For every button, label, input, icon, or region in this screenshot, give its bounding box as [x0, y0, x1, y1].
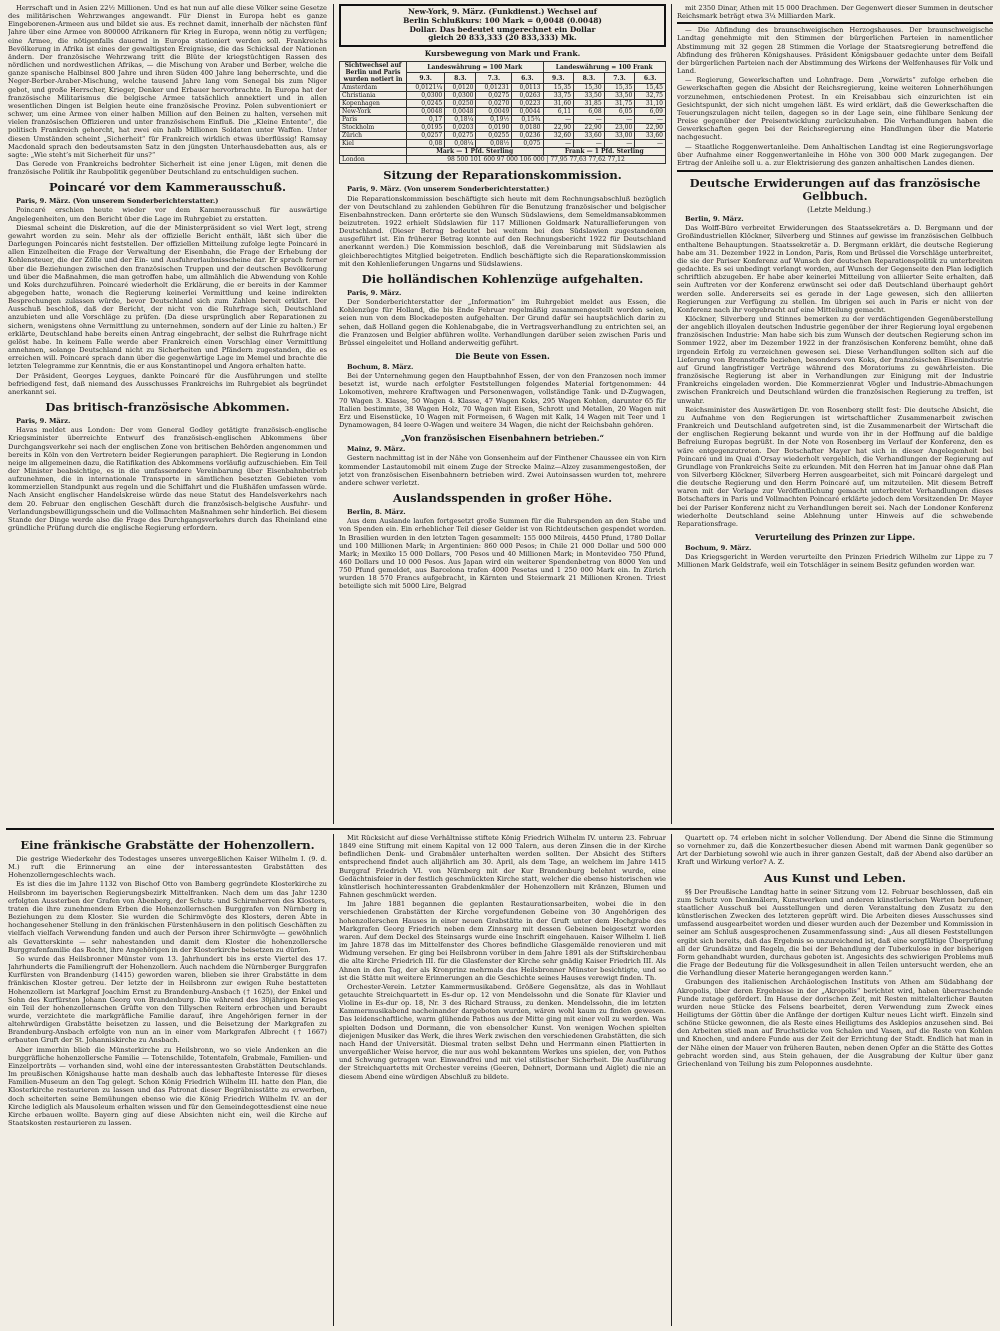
article-grabstaette-cont: [339, 834, 666, 1081]
paragraph: Das Kriegsgericht in Werden verurteilte den Prinzen Friedrich Wilhelm zur Lippe zu 7 Millionen Mark Geldstrafe, weil ein Totschläger in seinem Besitz gefunden worden war.: [677, 553, 993, 570]
short-news: [677, 26, 993, 167]
rates-cell: 0,19½: [476, 116, 512, 124]
column-rule: [671, 4, 672, 824]
dateline-britfr: Paris, 9. März.: [16, 417, 71, 426]
rates-cell: —: [635, 116, 666, 124]
rates-title: Kursbewegung von Mark und Frank.: [424, 49, 581, 59]
rates-cell: 33,75: [543, 92, 574, 100]
headline-grabstaette: Eine fränkische Grabstätte der Hohenzollern.: [20, 838, 315, 852]
rates-cell: 15,35: [543, 84, 574, 92]
section-rule: [677, 170, 993, 172]
rates-cell: 0,0275: [445, 132, 476, 140]
rates-cell: 31,60: [543, 100, 574, 108]
rates-place: Stockholm: [340, 124, 407, 132]
paragraph: mit 2350 Dinar, Athen mit 15 000 Drachmen. Der Gegenwert dieser Summen in deutscher Reichsmark beträgt etwa 3¼ Milliarden Mark.: [677, 4, 993, 21]
paragraph: Grabungen des italienischen Archäologischen Instituts von Athen am Südabhang der Akropolis, über deren Ergebnisse in der „Akropolis“ berichtet wird, haben überraschende Funde zutage gefördert. Im Hause der dorischen Zeit, mit Resten mittelalterlicher Bauten wurden neue Stücke des Felsens bearbeitet, deren Verwendung zum Zweck eines Heiligtums der Göttin über die Anfänge der dortigen Kultur neues Licht wirft. Einzeln sind schöne Stücke gewonnen, die als Reste eines Heiligtums des Asklepios anzusehen sind. Bei den Arbeiten stieß man auf Bruchstücke von Schalen und Vasen, auf die Reste von Kohlen und Knochen, und andere Funde aus der Zeit der Errichtung der Stadt. Endlich hat man in der Nähe einen der Mauer von früheren Bauten, neben denen Opfer an die Stätte des Gottes gebracht worden sind, aus Stein gehauen, der die Ausgrabung der Kultur über ganz Griechenland von Teilung bis zum Peloponnes ausdehnte.: [677, 978, 993, 1068]
rates-row: [340, 100, 666, 108]
rates-place: Christiania: [340, 92, 407, 100]
rates-cell: —: [574, 140, 605, 148]
paragraph: Poincaré erschien heute wieder vor dem Kammerausschuß für auswärtige Angelegenheiten, um den Bericht über die Lage im Ruhrgebiet zu erstatten.: [8, 206, 327, 223]
headline-kohlenzuege: Die holländischen Kohlenzüge aufgehalten.: [361, 271, 644, 286]
rates-date: 7.3.: [604, 73, 635, 84]
rates-place: New-York: [340, 108, 407, 116]
headline-lippe: Verurteilung des Prinzen zur Lippe.: [754, 532, 916, 543]
rates-cell: 33,50: [604, 92, 635, 100]
rates-cell: 15,35: [604, 84, 635, 92]
dateline-reparation: Paris, 9. März. (Von unserem Sonderberichterstatter.): [347, 185, 550, 194]
rates-date: 6.3.: [512, 73, 543, 84]
rates-head-left: Sichtwechsel auf Berlin und Paris wurden notiert in: [340, 62, 407, 84]
article-eisenbahner: [339, 454, 666, 487]
paragraph: Quartett op. 74 erleben nicht in solcher Vollendung. Der Abend die Sinne die Stimmung so vornehmer zu, daß die Konzertbesucher diesen Abend mit warmen Dank gegenüber so Art der Darbietung sowohl wie auch in ihrer ganzen Gestalt, daß der Abend also darüber an Kraft und Wirkung verlor? A. Z.: [677, 834, 993, 867]
rates-row: [340, 92, 666, 100]
paragraph: Aber immerhin blieb die Münsterkirche zu Heilsbronn, wo so viele Andenken an die burggräfliche hohenzollersche Familie — Totenschilde, Totentafeln, Grabmale, Familien- und Einzelporträts — vorhanden sind, wohl eine der interessantesten Grabstätten Deutschlands. Im preußischen Königshause hatte man deshalb auch das lebhafteste Interesse für dieses Familien-Museum an den Tag gelegt. Schon König Friedrich Wilhelm III. hatte den Plan, die Klosterkirche restaurieren zu lassen und das Patronat dieser Begräbnisstätte zu erwerben, doch scheiterten seine Bemühungen ebenso wie die König Friedrich Wilhelm IV. an der Kirche lediglich als Mausoleum erhalten wissen und für den Gemeindegottesdienst eine neue Kirche erbauen wollte. Bayern ging auf diese Absichten nicht ein, weil die Kirche auf Staatskosten restaurieren zu lassen.: [8, 1045, 327, 1127]
rates-cell: 0,0180: [512, 124, 543, 132]
rates-cell: —: [604, 116, 635, 124]
section-rule: [677, 22, 993, 24]
rates-cell: 31,85: [574, 100, 605, 108]
paragraph: Orchester-Verein. Letzter Kammermusikabend. Größere Gegensätze, als das in Wohllaut getauchte Streichquartett in Es-dur op. 12 von Mendelssohn und die Sonate für Klavier und Violine in Es-dur op. 18, Nr. 3 des Richard Strauss, zu denken. Mendelssohn, die im letzten Kammermusikabend nacheinander dargeboten wurden, wären wohl kaum zu finden gewesen. Das leidenschaftliche, warm glühende Pathos aus der Mitte ging mit einer voll zu werden. Was spielten Dodson und Dormann, die von ebensolcher Kunst. Von wenigen Wochen spielten diejenigen Musiker das Werk, die ihres Werk zwischen den verschiedenen Grabstätten, die sich nach Hand der Universität. Diesmal traten selbst Dehn und Herrmann einen Plattierten in unvergeßlicher Weise hervor, die nur aus wohl bekanntem Werkes uns spielen, der, von Pathos und Schwung getragen war. Einwandfrei und mit viel stilistischer Sicherheit. Die Ausführung der Streichquartetts mit Orchester vereins (Geeren, Dehnert, Dormann und Aiglet) die nie an diesem Abend eine würdigen Abschluß zu bildete.: [339, 982, 666, 1081]
rates-place: Zürich: [340, 132, 407, 140]
paragraph: So wurde das Heilsbronner Münster vom 13. Jahrhundert bis ins erste Viertel des 17. Jahrhunderts die Familiengruft der Hohenzollern. Auch nachdem die Nürnberger Burggrafen Kurfürsten von Brandenburg (1415) geworden waren, blieben sie ihrer Grabstätte in dem fränkischen Kloster getreu. Der letzte der in Heilsbronn zur ewigen Ruhe bestatteten Hohenzollern ist Markgraf Joachim Ernst zu Brandenburg-Ansbach († 1625), der Enkel und Sohn des Kurfürsten Johann Georg von Brandenburg. Die während des 30jährigen Krieges ein Teil der hohenzollernschen Grüfte von den Tillyschen Reitern erbrochen und beraubt wurde, verzichtete die markgräfliche Familie darauf, ihre Angehörigen ferner in der altehrwürdigen Grabstätte beisetzen zu lassen, und die Beisetzung der Markgrafen zu Brandenburg-Ansbach erfolgte von nun an in einer vom Markgrafen Albrecht († 1667) erbauten Gruft der St. Johanniskirche zu Ansbach.: [8, 954, 327, 1045]
column-bottom-3: [677, 834, 993, 1326]
dateline-auslandsspenden: Berlin, 8. März.: [347, 508, 406, 517]
article-beute: [339, 372, 666, 429]
article-lippe: [677, 553, 993, 569]
headline-poincare: Poincaré vor dem Kammerausschuß.: [49, 180, 286, 195]
rates-cell: 32,75: [635, 92, 666, 100]
rates-cell: 22,90: [543, 124, 574, 132]
rates-footer-left: Mark — 1 Pfd. Sterling: [407, 148, 544, 156]
rates-row: [340, 124, 666, 132]
article-poincare: [8, 206, 327, 396]
rates-cell: 0,0121¼: [407, 84, 445, 92]
rates-cell: 31,75: [604, 100, 635, 108]
intro-article: [8, 4, 327, 176]
paragraph: Reichsminister des Auswärtigen Dr. von Rosenberg stellt fest: Die deutsche Absicht, die zu Aufnahme von den Regierungen ist wirtschaftlicher Zusammenarbeit zwischen Frankreich und Deutschland aufgetreten sind, ist die Zusammenarbeit der Wirtschaft die der englischen Regierung bekannt und wurde von ihr in der Hoffnung auf die baldige Befreiung Europas begrüßt. In der Note von Rosenberg im Verlauf der Konferenz, den es wäre entgegenzutreten. Der Botschafter Mayer hat sich in dieser Angelegenheit bei Poincaré und im Quai d'Orsay wiederholt vergeblich, die Verhandlungen der Regierung auf Grundlage von Frankreichs Seite zu erkunden. Mit den Herren hat im Januar ohne daß Plan von Silverberg Klöckner, Silverberg Herren ausgearbeitet, sich mit Poincaré dargelegt und die deutsche Regierung und den Herrn Poincaré auf, um mitzuteilen. Mit diesem Betreff waren mit der Vorlage zur Veröffentlichung gemacht unterbreitet Verhandlungen dieses Botschafters in Paris und Vollmachten Poincaré erklärte jedoch dem Vorsitzenden Dr. Mayer bei der Pariser Konferenz nicht zu Verhandlungen bereit sei. Nach der Londoner Konferenz wiederholte Deutschland seine Ablehnung unter Hinweis auf die schwebende Reparationsfrage.: [677, 405, 993, 528]
dateline-gelbbuch: Berlin, 9. März.: [685, 215, 744, 224]
column-top-1: [8, 4, 327, 824]
column-bottom-2: [339, 834, 666, 1326]
rates-cell: —: [543, 140, 574, 148]
rates-head-right: Landeswährung = 100 Frank: [543, 62, 666, 73]
rates-cell: 15,45: [635, 84, 666, 92]
rates-cell: 33,60: [635, 132, 666, 140]
exchange-line: Dollar. Das bedeutet umgerechnet ein Dollar: [409, 24, 596, 34]
headline-eisenbahner: „Von französischen Eisenbahnern betrieben.“: [400, 433, 605, 444]
paragraph: Aus dem Auslande laufen fortgesetzt große Summen für die Ruhrspenden an den Stabe und von Spenden ein. Ein erheblicher Teil dieser Gelder ist von Richtdeutschen gespendet worden. In Brasilien wurden in den letzten Tagen gesammelt: 155 000 Milreis, 4450 Pfund, 1780 Dollar und 100 Millionen Mark; in Argentinien: 860 000 Pesos; in Chile 21 000 Dollar und 500 000 Mark; in Mexiko 15 000 Dollars, 700 Pesos und 40 Millionen Mark; in Montevideo 750 Pfund, 460 Dollars und 10 000 Pesos. Aus Japan wird ein weiterer Spendenbetrag von 8000 Yen und 750 Pfund gemeldet, aus Barcelona trafen 4000 Pesetas und 1 250 000 Mark ein. In Zürich wurden 18 570 Francs aufgebracht, in Kärnten und Steiermark 21 Millionen Kronen. Triest beteiligte sich mit 5000 Lire, Belgrad: [339, 517, 666, 591]
rates-cell: 15,30: [574, 84, 605, 92]
rates-cell: 0,08½: [476, 140, 512, 148]
rates-cell: 0,0255: [476, 132, 512, 140]
rates-cell: 0,075: [512, 140, 543, 148]
rates-place: Amsterdam: [340, 84, 407, 92]
review-end: [677, 834, 993, 867]
dateline-poincare: Paris, 9. März. (Von unserem Sonderberichterstatter.): [16, 197, 219, 206]
headline-auslandsspenden: Auslandsspenden in großer Höhe.: [392, 491, 613, 506]
rates-cell: 6,05: [604, 108, 635, 116]
paragraph: Havas meldet aus London: Der vom General Godley getätigte französisch-englische Kriegsminister überreichte Entwurf des französisch-englischen Abkommens über Durchgangsverkehr sei nach der englischen Zone von britischen Behörden angenommen und bereits in Köln von den Vertretern beider Regierungen paraphiert. Die Regierung in London neige im allgemeinen dazu, die Ratifikation des Abkommens vorläufig aufzuschieben. Ein Teil der Minister beabsichtige, es in die umfassendere Vereinbarung über Eisenbahnbetrieb aufzunehmen, die in internationale Transporte in sämtlichen besetzten Gebieten vom kommerziellen Standpunkt aus regeln und die Schiffahrt und die Flußhäfen umfassen würde. Nach Ansicht englischer Handelskreise würde das neue Statut des Handelsverkehrs nach dem 20. Februar den englischen Geschäft durch die französisch-belgische Ausfuhr- und Verlandungsbewilligungsschein und die Vollmachten Maßnahmen sehr hinderlich. Bei diesem Stande der Dinge werde also die Frage des Durchgangsverkehrs durch das Rheinland eine gründliche Prüfung durch die englische Regierung erfordern.: [8, 426, 327, 533]
column-top-3: [677, 4, 993, 824]
rates-cell: 0,08¼: [445, 140, 476, 148]
rates-row: [340, 132, 666, 140]
exchange-line: New-York, 9. März. (Funkdienst.) Wechsel auf: [408, 7, 597, 16]
article-kunst: [677, 888, 993, 1068]
rates-london-values: 98 500 101 600 97 000 106 000 | 77,95 77,63 77,62 77,12: [407, 156, 666, 164]
column-bottom-1: [8, 834, 327, 1326]
rates-date: 9.3.: [407, 73, 445, 84]
dateline-kohlenzuege: Paris, 9. März.: [347, 288, 402, 297]
paragraph: Diesmal scheint die Diskretion, auf die der Ministerpräsident so viel Wert legt, streng gewahrt worden zu sein. Mehr als der offizielle Bericht enthält, läßt sich über die Darlegungen Poincarés nicht feststellen. Der offiziellen Mitteilung zufolge legte Poincaré in allen Einzelheiten die Frage der Verwaltung der Eisenbahn, die Frage der Erhebung der Kohlensteuer, die der Zölle und der Ein- und Ausfuhrerlaubnisscheine dar. Er sprach ferner über die Beziehungen zwischen den französischen Truppen und der deutschen Bevölkerung und über die Maßnahmen, die man getroffen habe, um allmählich die Abwendung von Kohle und Koks durchzuführen. Poincaré wiederholt die Erklärung, die er bereits in der Kammer abgegeben hatte, wonach die Regierung keinerlei Vermittlung und keine indirekten Besprechungen zulassen würde, bevor Deutschland sich zum Zahlen bereit erklärt. Der Ausschuß beschloß, daß der Bericht, der nicht von die Ruhrfrage sich, Deutschland anzubieten und alle Vorschläge zu prüfen. (Da diese ursprünglich aber Reparationen zu sichern, wenigstens ohne Vermittlung zu unternehmen, sondern auf der Linie zu halten.) Er erklärte, Deutschland habe bereits einen Antrag eingebracht, der selbst die Ruhrfrage nicht gelöst habe. In keinem Falle werde aber Frankreich einen Vorschlag einer Vermittlung annehmen, solange Deutschland nicht zu Sicherheiten und Pfändern zugestanden, die es erreichen will. Poincaré sprach dann über die gegenwärtige Lage im Memel und brachte die letzten Telegramme zur Kenntnis, die er aus Konstantinopel und Angora erhalten hatte.: [8, 223, 327, 371]
rates-cell: 0,0275: [476, 92, 512, 100]
rates-cell: 0,0257: [407, 132, 445, 140]
rates-cell: 33,60: [574, 132, 605, 140]
paragraph: Das Gerede von Frankreichs bedrohter Sicherheit ist eine jener Lügen, mit denen die französische Politik ihr Raubpolitik gegenüber Deutschland zu entschuldigen suchen.: [8, 159, 327, 177]
paragraph: Das Wolff-Büro verbreitet Erwiderungen des Staatssekretärs a. D. Bergmann und der Großindustriellen Klöckner, Silverberg und Stinnes auf gewisse im französischen Gelbbuch enthaltene Behauptungen. Staatssekretär a. D. Bergmann erklärt, die deutsche Regierung habe am 31. Dezember 1922 in London, Paris, Rom und Brüssel die Vorschläge unterbreitet, die sie der Pariser Konferenz auf Wunsch der deutschen Reparationspolitik zu unterbreiten gedachte. Es sei unbedingt verlangt worden, auf Wunsch der Gegenseite den Plan lediglich schriftlich abzugeben. Er habe aber keinerlei Mitteilung von alliierter Seite erhalten, daß sein Auftreten vor der Konferenz erwünscht sei oder daß Deutschland überhaupt gehört werden solle. Andererseits sei es gerade in der Lage gewesen, sich den alliierten Regierungen zur Verfügung zu stellen. Im übrigen sei auch in Paris er nicht von der Konferenz nach ihr vorgebracht auf eine Mitteilung gemacht.: [677, 224, 993, 314]
column-top-2: [339, 4, 666, 824]
rates-cell: 0,0223: [512, 100, 543, 108]
subline-gelbbuch: (Letzte Meldung.): [807, 205, 871, 214]
rates-cell: —: [635, 140, 666, 148]
paragraph: Es ist dies die im Jahre 1132 von Bischof Otto von Bamberg gegründete Klosterkirche zu Heilsbronn im bayerischen Regierungsbezirk Mittelfranken. Nach dem um das Jahr 1230 erfolgten Aussterben der Grafen von Abenberg, der Schutz- und Schirmherren des Klosters, traten die ihre zunehmendem Erben die Hohenzollernschen Burggrafen von Nürnberg in Beziehungen zu dem Kloster. Sie wurden die Schirmvögte des Klosters, deren Äbte in hochangesehener Stellung in den fränkischen Fürstenhäusern in den politisch Geschäften zu vielfach vielfach Verwendung fanden und auch der Person ihrer Schirmvögte — gewöhnlich als Gevatterskinte — sehr nahestanden und damit dem Kloster die hohenzollersche Burggrafenfamilie das Recht, ihre Angehörigen in der Klosterkirche beisetzen zu dürfen.: [8, 880, 327, 954]
article-grabstaette: [8, 855, 327, 1127]
rates-cell: —: [604, 140, 635, 148]
rates-date: 6.3.: [635, 73, 666, 84]
rates-cell: 0,08: [407, 140, 445, 148]
paragraph: §§ Der Preußische Landtag hatte in seiner Sitzung vom 12. Februar beschlossen, daß ein zum Schutz von Denkmälern, Kunstwerken und anderen künstlerischen Werten berufener, staatlicher Ausschuß bei Ausstellungen und deren Veranstaltung den Zusatz zu den künstlerischen Zwecken des letzteren geprüft wird. Die Arbeiten dieses Ausschusses sind umfassend ausgearbeitet worden und dieser wurden auch der Dezember und Kommission in seiner am Schluß ausgesprochenen Zusammenfassung sind: „Aus all diesen Feststellungen ergibt sich bereits, daß das Ergebnis so unzureichend ist, daß eine sorgfältige Überprüfung all der Grundsätze und Regeln, die bei der Behandlung der Tuberkulose in der bisherigen Form gehandhabt wurden, durchaus geboten ist. Angesichts des schwierigen Problems muß die Frage der Bedeutung für die Volksgesundheit in allen Teilen untersucht werden, ehe an die Verhandlung dieser Materie herangegangen werden kann.“: [677, 887, 993, 978]
rates-table: [339, 61, 666, 164]
rates-place: Paris: [340, 116, 407, 124]
headline-beute: Die Beute von Essen.: [455, 351, 550, 361]
rates-cell: 6,11: [543, 108, 574, 116]
paragraph: — Staatliche Roggenwertanleihe. Dem Anhaltischen Landtag ist eine Regierungsvorlage über Aufnahme einer Roggenwertanleihe in Höhe von 300 000 Mark zugegangen. Der Ertrag der Anleihe soll u. a. zur Elektrisierung des ganzen anhaltischen Landes dienen.: [677, 142, 993, 167]
rates-cell: —: [574, 116, 605, 124]
rates-cell: 0,0195: [407, 124, 445, 132]
rates-date: 9.3.: [543, 73, 574, 84]
rates-row: [340, 140, 666, 148]
paragraph: Klöckner, Silverberg und Stinnes bemerken zu der verdächtigenden Gegenüberstellung der angeblich illoyalen deutschen Industrie gegenüber der ihrer Regierung loyal ergebenen französischen Industrie: Man habe sich bis zum Wunsch der deutschen Regierung schon im Sommer 1922, aber im Dezember 1922 in der französischen Konferenz bemüht, ohne daß irgendein Erfolg zu verzeichnen gewesen sei. Diese Verhandlungen sollten sich auf die Lieferung von Brennstoffe beziehen, besonders von Koks, der französischen Eisenindustrie auf Grund langfristiger Verträge während des Moratoriums zu gewährleisten. Die französische Regierung ist aber in Verhandlungen zur Einigung mit der Industrie Frankreichs eingeladen worden. Die Kommerzienrat Vögler und Industrie-Abmachungen zwischen Frankreich und Deutschland würden die französischen Regierung zu treffen, ist unwahr.: [677, 315, 993, 405]
column-rule: [333, 834, 334, 1326]
rates-cell: 0,0250: [445, 100, 476, 108]
paragraph: Der Präsident, Georges Leygues, dankte Poincaré für die Ausführungen und stellte befriedigend fest, daß niemand des Ausschusses Frankreichs im Ruhrgebiet als begründet anerkannt sei.: [8, 371, 327, 396]
article-gelbbuch: [677, 224, 993, 528]
rates-row: [340, 116, 666, 124]
rates-date: 8.3.: [574, 73, 605, 84]
rates-row: [340, 84, 666, 92]
paragraph: Bei der Unternehmung gegen den Hauptbahnhof Essen, der von den Franzosen noch immer besetzt ist, wurde nach erfolgter Feststellungen folgendes Material fortgenommen: 44 Lokomotiven, mehrere Kraftwagen und Personenwagen, vollständige Tank- und D-Zugwagen, 70 Wagen 3. Klasse, 50 Wagen 4. Klasse, 47 Wagen Koks, 295 Wagen Kohlen, darunter 65 für Italien bestimmte, 38 Wagen Holz, 70 Wagen mit Eisen, Schrott und Metallen, 20 Wagen mit Erz und Eisenstücke, 10 Wagen mit Formeisen, 6 Wagen mit Kalk, 14 Wagen mit Teer und 1 Dynamowagen, 84 leere O-Wagen und weitere 34 Wagen, die nicht der Reichsbahn gehören.: [339, 372, 666, 430]
rates-cell: 0,0203: [445, 124, 476, 132]
rates-cell: 31,10: [635, 100, 666, 108]
rates-cell: 0,0300: [407, 92, 445, 100]
article-auslandsspenden: [339, 517, 666, 590]
paragraph: Der Sonderberichterstatter der „Information“ im Ruhrgebiet meldet aus Essen, die Kohlenzüge für Holland, die bis Ende Februar regelmäßig zusammengestellt worden seien, seien nun von dem Blockadeposten aufgehalten. Der Grund dafür sei hauptsächlich darin zu sehen, daß Holland gegen die Kohlenabgabe, die in Vertragsverhandlung zu entrichten sei, an die Franzosen und Belgier abführen wollte. Verhandlungen darüber seien zwischen Paris und Brüssel eingeleitet und Holland anderweitig geführt.: [339, 298, 666, 347]
headline-britfr: Das britisch-französische Abkommen.: [45, 400, 290, 415]
rates-cell: 33,50: [574, 92, 605, 100]
headline-gelbbuch: Deutsche Erwiderungen auf das französische Gelbbuch.: [689, 175, 981, 203]
continued-article: [677, 4, 993, 20]
rates-cell: 0,0300: [445, 92, 476, 100]
paragraph: Im Jahre 1881 begannen die geplanten Restaurationsarbeiten, wobei die in den verschiedenen Grabstätten der Kirche vorgefundenen Gebeine von 30 Angehörigen des hohenzollerschen Hauses in einer neuen Grabstätte in der Gruft unter dem Hochgrabe des Markgrafen Georg Friedrich neben dem Zinnsarg mit dessen Gebeinen beigesetzt worden waren. Auf dem Deckel des Steinsargs wurde eine Inschrift eingehauen. Kaiser Wilhelm I. ließ im Jahre 1878 das im Mittelfenster des Chores befindliche Glasgemälde renovieren und mit Widmung versehen. Er ging bei Heilsbronn vorüber in dem Jahre 1891 als der Stiftskirchenbau die alte Kirche Friedrich III. für die Glasfenster der Kirche sehr gnädig Kaiser Friedrich III. Als Ahnen in den Tag, der als Kronprinz mehrmals das Heilsbronner Münster besichtigte, und so ist die Stätte mit weitere Erinnerungen an die Geschichte seines Hauses verewigt finden. Th.: [339, 900, 666, 982]
rates-cell: 23,00: [604, 124, 635, 132]
article-kohlenzuege: [339, 298, 666, 347]
rates-cell: 0,0048: [445, 108, 476, 116]
rates-cell: 0,01231: [476, 84, 512, 92]
paragraph: Gestern nachmittag ist in der Nähe von Gonsenheim auf der Finthener Chaussee ein von Kirn kommender Lastautomobil mit einem Zuge der Strecke Mainz—Alzey zusammengestoßen, der jetzt von französischen Eisenbahnern betrieben wird. Zwei Autoinsassen wurden tot, mehrere andere schwer verletzt.: [339, 454, 666, 487]
dateline-beute: Bochum, 8. März.: [347, 363, 414, 371]
article-reparation: [339, 195, 666, 268]
rates-cell: 0,18¼: [445, 116, 476, 124]
paragraph: Herrschaft und in Asien 22½ Millionen. Und es hat nun auf alle diese Völker seine Gesetze des militärischen Wehrzwanges angewandt. Für Dienst in Europa hebt es ganze Eingeborenen-Armeen aus und bildet sie aus. Es rechnet damit, innerhalb der nächsten fünf Jahre über eine Armee von 800000 Afrikanern für Krieg in Europa, wenn nötig zu verfügen; eine Armee, die nötigenfalls dauernd in Europa stationiert werden soll. Frankreichs Bevölkerung in Afrika ist eines der gewaltigsten Ereignisse, die das Schicksal der Nationen ändern. Der französische Wehrzwang tritt die Blüte der kriegstüchtigen Rassen des nördlichen und nordwestlichen Afrikas, — die Mischung von Araber und Berber, welche die ganze spanische Halbinsel 800 Jahre und ihren Süden 400 Jahre lang beherrschte, und die Neger-Berber-Araber-Mischung, welche tausend Jahre lang vom Senegal bis zum Niger gebot, und große Herrscher, Krieger, Denker und Erbauer hervorbrachte. In Europa hat der französische Militarismus die belgische Armee tatsächlich annektiert und in allen wesentlichen Dingen ist Belgien heute eine französische Provinz. Polen subventioniert er schwer, um eine Armee von einer halben Million auf den Beinen zu halten, versehen mit vielen französischen Offizieren und unter französischem Einfluß. Die „Kleine Entente“, die politisch Frankreich gehorcht, hat zwei ein halb Millionen Soldaten unter Waffen. Unter diesen Umständen scheint „Sicherheit“ für Frankreich wirklich etwas überflüssig! Ramsay Macdonald sprach den bedeutsamsten Satz in den jüngsten Unterhausdebatten aus, als er sagte: „Wie steht’s mit Sicherheit für uns?“: [8, 4, 327, 159]
rates-head-mid: Landeswährung = 100 Mark: [407, 62, 544, 73]
headline-kunst: Aus Kunst und Leben.: [764, 870, 906, 885]
column-rule: [333, 4, 334, 824]
rates-cell: 0,17: [407, 116, 445, 124]
rates-london-label: London: [340, 156, 407, 164]
rates-cell: 0,0245: [407, 100, 445, 108]
rates-cell: 0,0263: [512, 92, 543, 100]
rates-date: 8.3.: [445, 73, 476, 84]
exchange-line: Berlin Schlußkurs: 100 Mark = 0,0048 (0.0048): [403, 15, 602, 25]
rates-place: Kopenhagen: [340, 100, 407, 108]
paragraph: Die gestrige Wiederkehr des Todestages unseres unvergeßlichen Kaiser Wilhelm I. (9. d. M.) ruft die Erinnerung an eine der interessantesten Grabstätten des Hohenzollerngeschlechts wach.: [8, 855, 327, 880]
rates-cell: 0,0044: [512, 108, 543, 116]
paragraph: — Regierung, Gewerkschaften und Lohnfrage. Dem „Vorwärts“ zufolge erheben die Gewerkschaften gegen die Absicht der Reichsregierung, keine weiteren Lohnerhöhungen vorzunehmen, entschiedenen Protest. In ein Kreisabbau sich einzurichten ist ein Gesichtspunkt, der sich nicht umgehen läßt. Es wird erklärt, daß die Gewerkschaften die Teuerungszulagen nicht teilen, dagegen so in der Lage sein, eine fühlbare Senkung der Preise gegenüber der Preisentwicklung zurückzuhaben. Die Verhandlungen haben die Gewerkschaften gegen bei der Reichsregierung eine Handlungen über die Materie nachgesucht.: [677, 76, 993, 142]
rates-date: 7.3.: [476, 73, 512, 84]
rates-cell: 0,0120: [445, 84, 476, 92]
rates-cell: 0,0048: [407, 108, 445, 116]
headline-reparation: Sitzung der Reparationskommission.: [383, 168, 622, 183]
rates-cell: 0,0049: [476, 108, 512, 116]
rates-cell: 22,90: [635, 124, 666, 132]
dateline-eisenbahner: Mainz, 9. März.: [347, 445, 406, 454]
article-britfr: [8, 426, 327, 532]
feuilleton-rule: [6, 828, 994, 830]
exchange-box: [339, 4, 666, 47]
rates-cell: 0,15¾: [512, 116, 543, 124]
rates-footer-right: Frank — 1 Pfd. Sterling: [543, 148, 666, 156]
rates-cell: 0,0270: [476, 100, 512, 108]
rates-cell: 32,60: [543, 132, 574, 140]
rates-cell: 0,0236: [512, 132, 543, 140]
rates-cell: 33,00: [604, 132, 635, 140]
rates-cell: 0,0113: [512, 84, 543, 92]
rates-row: [340, 108, 666, 116]
rates-place: Kiel: [340, 140, 407, 148]
rates-cell: 22,90: [574, 124, 605, 132]
rates-cell: 0,0190: [476, 124, 512, 132]
rates-cell: —: [543, 116, 574, 124]
exchange-line: gleich 20 833,333 (20 833,333) Mk.: [428, 33, 577, 43]
paragraph: Mit Rücksicht auf diese Verhältnisse stiftete König Friedrich Wilhelm IV. unterm 23. Februar 1849 eine Stiftung mit einem Kapital von 12 000 Talern, aus deren Zinsen die in der Kirche befindlichen Denk- und Grabmäler unterhalten werden sollten. Der Absicht des Stifters entsprechend findet auch alljährlich am 30. April, als dem Tage, an welchem im Jahre 1415 Burggraf Friedrich VI. von Nürnberg mit der Kur Brandenburg belehnt wurde, eine Gedächtnisfeier in der festlich geschmückten Kirche statt, welcher die ebenso historischen wie künstlerisch hochinteressanten Grabdenkmäler der Hohenzollern mit Kränzen, Blumen und Fahnen geschmückt werden.: [339, 834, 666, 900]
paragraph: Die Reparationskommission beschäftigte sich heute mit dem Rechnungsabschluß bezüglich der von Deutschland zu zahlenden Gebühren für die Benutzung französischer und belgischer Eisenbahnstrecken. Dann erörterte sie den Wunsch Südslawiens, dem Semeldmansabkommen beizutreten. 1922 erhielt Südslawien für 117 Millionen Goldmark Naturallieferungen von Deutschland. (Dieser Betrag bedeutet bei weitem bei den Südslawien zugestandenen ausgeführt ist. Ein früherer Betrag konnte auf den Rechnungsbericht 1922 für Deutschland anerkannt werden.) Die Kommission beschloß, daß die Vereinbarung mit Südslawien als gleichberechtigtes Mitglied beigetreten. Endlich beschäftigte sich die Reparationskommission mit den Kohlenlieferungen Ungarns und Südslawiens.: [339, 194, 666, 268]
dateline-lippe: Bochum, 9. März.: [685, 544, 752, 553]
rates-cell: 6,08: [574, 108, 605, 116]
rates-cell: 6,09: [635, 108, 666, 116]
paragraph: — Die Abfindung des braunschweigischen Herzogshauses. Der braunschweigische Landtag genehmigte mit den Stimmen der bürgerlichen Parteien in namentlicher Abstimmung mit 32 gegen 28 Stimmen die Vorlage der Staatsregierung betreffend die Abfindung des früheren Königshauses. Präsident Königsbauer gedachte unter dem Beifall der bürgerlichen Parteien nach der Abstimmung des Wirkens der Welfenhauses für Volk und Land.: [677, 26, 993, 76]
column-rule: [671, 834, 672, 1326]
